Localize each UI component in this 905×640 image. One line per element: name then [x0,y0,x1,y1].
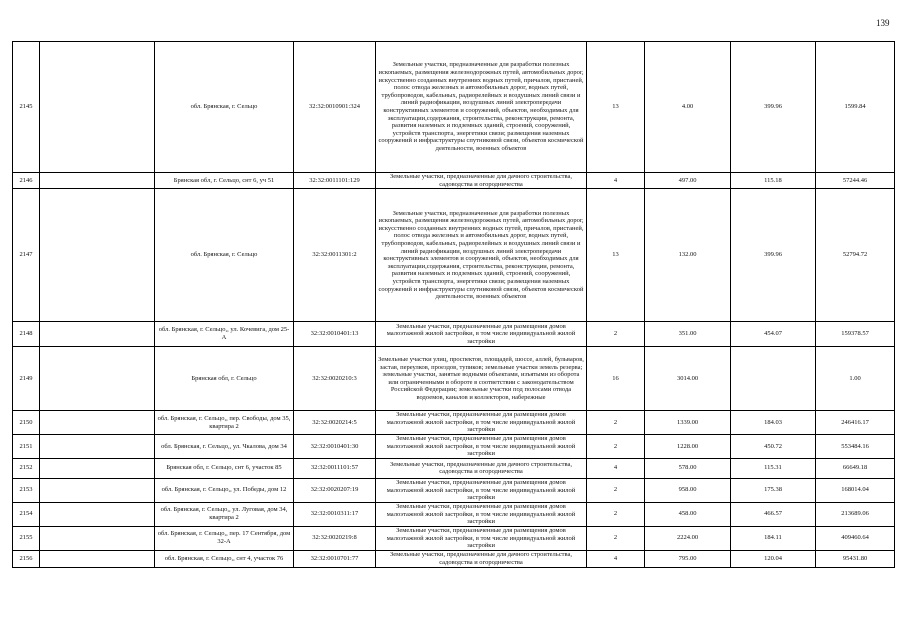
row-cadastral-number: 32:32:0010401:30 [294,435,376,459]
row-address: Брянская обл, г. Сельцо [155,347,294,411]
row-address: Брянская обл, г. Сельцо, снт 6, уч 51 [155,173,294,189]
row-blank [40,550,155,567]
row-rate: 454.07 [731,322,816,347]
row-use-group: 2 [587,478,645,502]
row-cadastral-number: 32:32:0020219:8 [294,526,376,550]
row-cadastral-value: 409460.64 [816,526,895,550]
table-row [13,347,895,411]
row-blank [40,322,155,347]
row-address: обл. Брянская, г. Сельцо,, ул. Кочевига, дом 25-А [155,322,294,347]
row-cadastral-number: 32:32:0020214:5 [294,411,376,435]
row-cadastral-number: 32:32:0011101:129 [294,173,376,189]
row-land-use: Земельные участки, предназначенные для размещения домов малоэтажной жилой застройки, в том числе индивидуальной жилой застройки [376,411,587,435]
row-area: 1228.00 [645,435,731,459]
row-cadastral-value: 246416.17 [816,411,895,435]
row-land-use: Земельные участки, предназначенные для разработки полезных ископаемых, размещения железнодорожных путей, автомобильных дорог, искусственно созданных внутренних водных путей, причалов, пристаней, полос отвода железных и автомобильных дорог, водных путей, трубопроводов, кабельных, радиорелейных и воздушных линий связи и линий радиофикации, воздушных линий электропередачи конструктивных элементов и сооружений, объектов, необходимых для эксплуатации,содержания, строительства, реконструкции, ремонта, развития наземных и подземных зданий, строений, сооружений, устройств транспорта, энергетики связи; размещения наземных сооружений и инфраструктуры спутниковой связи, объектов космической деятельности, военных объектов [376,42,587,173]
row-use-group: 2 [587,526,645,550]
row-use-group: 4 [587,458,645,478]
row-blank [40,347,155,411]
row-area: 132.00 [645,189,731,322]
row-cadastral-value: 1599.84 [816,42,895,173]
row-cadastral-value: 159378.57 [816,322,895,347]
row-land-use: Земельные участки, предназначенные для дачного строительства, садоводства и огородничества [376,550,587,567]
row-cadastral-number: 32:32:0010401:13 [294,322,376,347]
row-land-use: Земельные участки, предназначенные для размещения домов малоэтажной жилой застройки, в том числе индивидуальной жилой застройки [376,478,587,502]
row-use-group: 4 [587,550,645,567]
row-use-group: 2 [587,435,645,459]
row-address: Брянская обл, г. Сельцо, снт 6, участок 85 [155,458,294,478]
row-use-group: 13 [587,189,645,322]
row-rate: 115.18 [731,173,816,189]
row-land-use: Земельные участки, предназначенные для размещения домов малоэтажной жилой застройки, в том числе индивидуальной жилой застройки [376,322,587,347]
row-use-group: 16 [587,347,645,411]
row-land-use: Земельные участки улиц, проспектов, площадей, шоссе, аллей, бульваров, застав, переулков, проездов, тупиков; земельные участки земель резерва; земельные участки, занятые водными объектами, изъятыми из оборота или ограниченными в обороте в соответствии с законодательством Российской Федерации; земельные участки под полосами отвода водоемов, каналов и коллекторов, набережные [376,347,587,411]
row-cadastral-number: 32:32:0020207:19 [294,478,376,502]
row-number: 2153 [13,478,40,502]
row-number: 2148 [13,322,40,347]
row-use-group: 4 [587,173,645,189]
row-address: обл. Брянская, г. Сельцо,, ул. Чкалова, дом 34 [155,435,294,459]
row-cadastral-number: 32:32:0011301:2 [294,189,376,322]
row-area: 3014.00 [645,347,731,411]
row-blank [40,411,155,435]
row-blank [40,526,155,550]
row-cadastral-number: 32:32:0011101:57 [294,458,376,478]
table-row [13,526,895,550]
row-cadastral-value: 1.00 [816,347,895,411]
row-rate: 184.03 [731,411,816,435]
row-address: обл. Брянская, г. Сельцо [155,189,294,322]
row-rate: 399.96 [731,189,816,322]
row-cadastral-value: 213689.06 [816,502,895,526]
row-cadastral-value: 95431.80 [816,550,895,567]
row-cadastral-value: 66649.18 [816,458,895,478]
land-register-table [12,41,895,568]
row-land-use: Земельные участки, предназначенные для размещения домов малоэтажной жилой застройки, в том числе индивидуальной жилой застройки [376,526,587,550]
table-row [13,435,895,459]
row-blank [40,42,155,173]
table-row [13,173,895,189]
row-number: 2149 [13,347,40,411]
row-number: 2147 [13,189,40,322]
row-number: 2156 [13,550,40,567]
row-cadastral-value: 168014.04 [816,478,895,502]
row-number: 2152 [13,458,40,478]
row-use-group: 13 [587,42,645,173]
row-cadastral-number: 32:32:0010701:77 [294,550,376,567]
row-land-use: Земельные участки, предназначенные для размещения домов малоэтажной жилой застройки, в том числе индивидуальной жилой застройки [376,435,587,459]
row-rate: 450.72 [731,435,816,459]
row-rate: 184.11 [731,526,816,550]
row-number: 2145 [13,42,40,173]
row-cadastral-number: 32:32:0010311:17 [294,502,376,526]
row-area: 958.00 [645,478,731,502]
row-use-group: 2 [587,322,645,347]
row-rate: 175.38 [731,478,816,502]
row-address: обл. Брянская, г. Сельцо,, ул. Луговая, дом 34, квартира 2 [155,502,294,526]
row-address: обл. Брянская, г. Сельцо,, снт 4, участок 76 [155,550,294,567]
row-address: обл. Брянская, г. Сельцо [155,42,294,173]
row-cadastral-value: 553484.16 [816,435,895,459]
row-land-use: Земельные участки, предназначенные для дачного строительства, садоводства и огородничества [376,173,587,189]
row-area: 2224.00 [645,526,731,550]
row-cadastral-number: 32:32:0020210:3 [294,347,376,411]
row-rate: 120.04 [731,550,816,567]
row-cadastral-value: 57244.46 [816,173,895,189]
row-rate: 115.31 [731,458,816,478]
table-row [13,502,895,526]
row-area: 795.00 [645,550,731,567]
table-row [13,189,895,322]
row-land-use: Земельные участки, предназначенные для разработки полезных ископаемых, размещения железнодорожных путей, автомобильных дорог, искусственно созданных внутренних водных путей, причалов, пристаней, полос отвода железных и автомобильных дорог, водных путей, трубопроводов, кабельных, радиорелейных и воздушных линий связи и линий радиофикации, воздушных линий электропередачи конструктивных элементов и сооружений, объектов, необходимых для эксплуатации,содержания, строительства, реконструкции, ремонта, развития наземных и подземных зданий, строений, сооружений, устройств транспорта, энергетики связи; размещения наземных сооружений и инфраструктуры спутниковой связи, объектов космической деятельности, военных объектов [376,189,587,322]
row-area: 1339.00 [645,411,731,435]
row-address: обл. Брянская, г. Сельцо,, пер. 17 Сентября, дом 32-А [155,526,294,550]
row-number: 2150 [13,411,40,435]
table-row [13,478,895,502]
table-row [13,322,895,347]
row-blank [40,173,155,189]
page-number: 139 [876,18,890,28]
row-area: 497.00 [645,173,731,189]
row-area: 578.00 [645,458,731,478]
row-address: обл. Брянская, г. Сельцо,, пер. Свободы, дом 35, квартира 2 [155,411,294,435]
row-cadastral-number: 32:32:0010901:324 [294,42,376,173]
row-area: 4.00 [645,42,731,173]
table-row [13,411,895,435]
row-blank [40,502,155,526]
row-number: 2151 [13,435,40,459]
row-blank [40,458,155,478]
table-row [13,458,895,478]
row-use-group: 2 [587,502,645,526]
row-address: обл. Брянская, г. Сельцо,, ул. Победы, дом 12 [155,478,294,502]
row-blank [40,435,155,459]
row-rate [731,347,816,411]
row-area: 351.00 [645,322,731,347]
row-rate: 399.96 [731,42,816,173]
row-land-use: Земельные участки, предназначенные для дачного строительства, садоводства и огородничества [376,458,587,478]
row-land-use: Земельные участки, предназначенные для размещения домов малоэтажной жилой застройки, в том числе индивидуальной жилой застройки [376,502,587,526]
row-cadastral-value: 52794.72 [816,189,895,322]
row-number: 2155 [13,526,40,550]
row-number: 2154 [13,502,40,526]
table-row [13,42,895,173]
row-blank [40,189,155,322]
row-rate: 466.57 [731,502,816,526]
row-area: 458.00 [645,502,731,526]
row-use-group: 2 [587,411,645,435]
row-blank [40,478,155,502]
row-number: 2146 [13,173,40,189]
table-row [13,550,895,567]
